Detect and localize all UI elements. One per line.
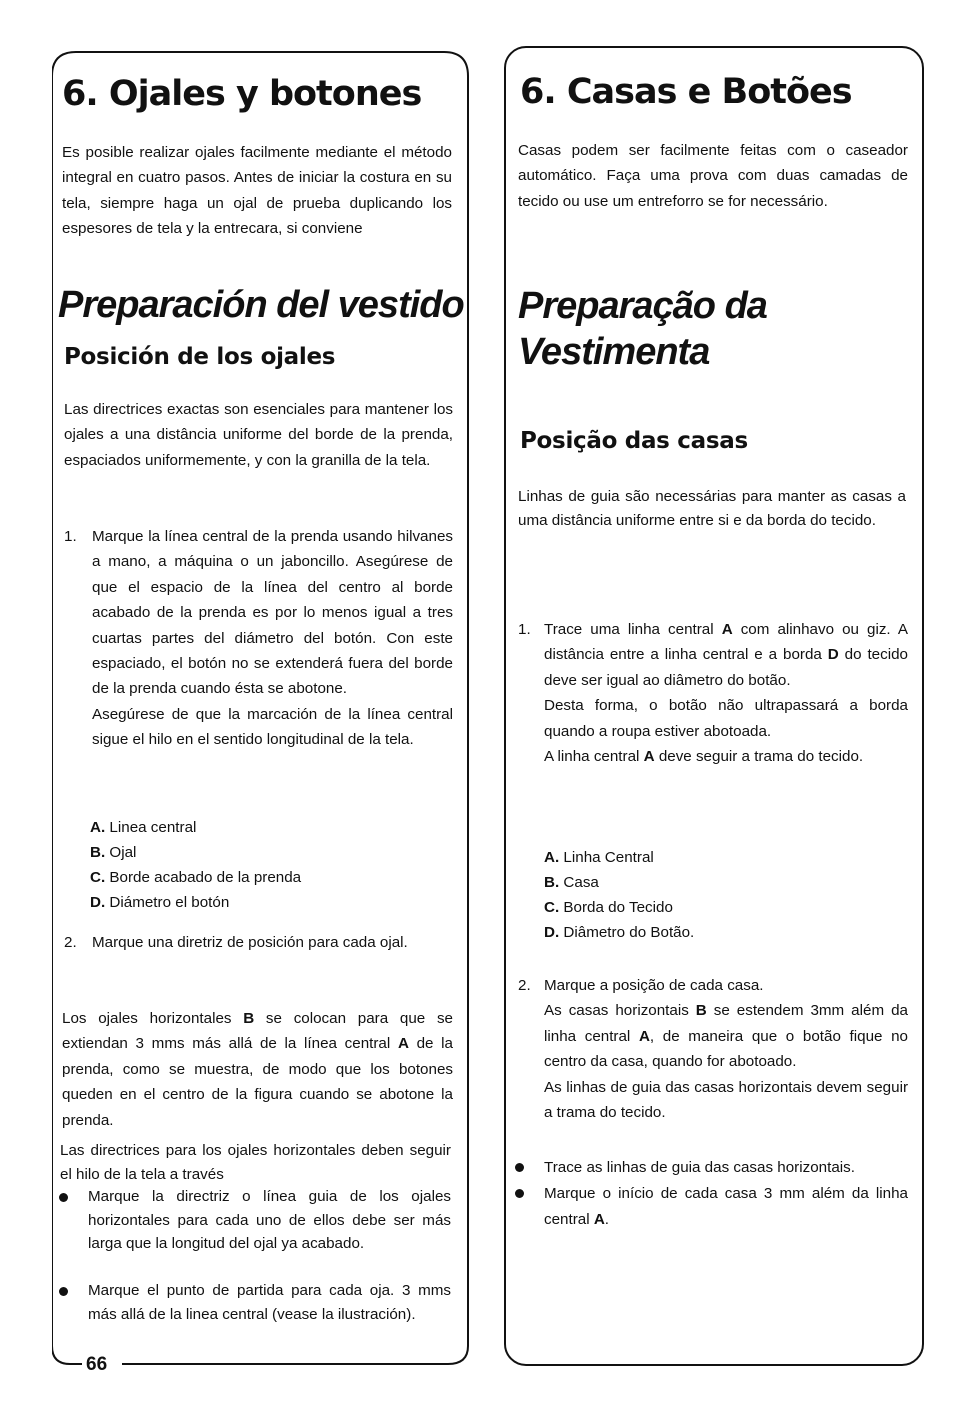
right-step-1 — [518, 617, 908, 769]
right-step-1-number: 1. — [518, 621, 531, 638]
right-section-title: Preparação da Vestimenta — [518, 285, 767, 373]
right-step-2-text-c: As linhas de guia das casas horizontais devem seguir a trama do tecido. — [544, 1078, 908, 1122]
right-bullet-1: Trace as linhas de guia das casas horizontais. — [544, 1159, 855, 1176]
left-legend-item: B. Ojal — [90, 844, 137, 861]
right-guide-paragraph: Linhas de guia são necessárias para manter as casas a uma distância uniforme entre si e da borda do tecido. — [518, 488, 906, 529]
bullet-dot-icon — [59, 1287, 68, 1296]
right-chapter-title: 6. Casas e Botões — [520, 72, 852, 112]
right-step-2-text-b: As casas horizontais B se estendem 3mm além da linha central A, de maneira que o botão fique no centro da casa, quando for abotoado. — [544, 1002, 908, 1071]
right-legend-item: B. Casa — [544, 874, 599, 891]
bullet-dot-icon — [515, 1189, 524, 1198]
left-subsection-title: Posición de los ojales — [64, 344, 336, 370]
left-legend-item: A. Linea central — [90, 819, 197, 836]
left-step-2-number: 2. — [64, 934, 77, 951]
left-chapter-title: 6. Ojales y botones — [62, 74, 422, 114]
page-number: 66 — [86, 1354, 108, 1375]
right-step-2-number: 2. — [518, 977, 531, 994]
left-horizontal-paragraph: Los ojales horizontales B se colocan para que se extiendan 3 mms más allá de la línea central A de la prenda, como se muestra, de modo que los botones queden en el centro de la figura cuando se abotone la prenda. — [62, 1010, 453, 1129]
right-legend-item: D. Diâmetro do Botão. — [544, 924, 695, 941]
left-guide-horizontal: Las directrices para los ojales horizontales deben seguir el hilo de la tela a través — [60, 1142, 451, 1183]
left-step-1-text-b: Asegúrese de que la marcación de la línea central sigue el hilo en el sentido longitudinal de la tela. — [92, 705, 453, 749]
left-section-title: Preparación del vestido — [58, 284, 464, 326]
left-legend-item: D. Diámetro el botón — [90, 894, 230, 911]
left-guide-paragraph: Las directrices exactas son esenciales para mantener los ojales a una distância uniforme del borde de la prenda, espaciados uniformemente, y con la granilla de la tela. — [64, 401, 453, 469]
right-step-2-line-1: Marque a posição de cada casa. — [544, 977, 764, 994]
left-intro-paragraph: Es posible realizar ojales facilmente mediante el método integral en cuatro pasos. Antes de iniciar la costura en su tela, siempre haga un ojal de prueba duplicando los espesores de tela y la entrecara, si conviene — [62, 144, 452, 238]
left-bullet-1: Marque la directriz o línea guia de los ojales horizontales para cada uno de ellos debe ser más larga que la longitud del ojal ya acabado. — [88, 1188, 451, 1252]
left-step-1 — [64, 524, 453, 753]
left-legend-item: C. Borde acabado de la prenda — [90, 869, 302, 886]
left-legend — [90, 815, 301, 915]
right-step-1-text-a: Trace uma linha central A com alinhavo ou giz. A distância entre a linha central e a borda D do tecido deve ser igual ao diâmetro do botão. — [544, 621, 908, 689]
left-step-1-number: 1. — [64, 528, 77, 545]
bullet-dot-icon — [515, 1163, 524, 1172]
right-subsection-title: Posição das casas — [520, 428, 748, 454]
right-step-1-text-c: A linha central A deve seguir a trama do tecido. — [544, 748, 864, 766]
right-legend-item: A. Linha Central — [544, 849, 654, 866]
right-bullet-2: Marque o início de cada casa 3 mm além da linha central A. — [544, 1185, 908, 1228]
left-step-2 — [64, 930, 453, 955]
right-intro-paragraph: Casas podem ser facilmente feitas com o caseador automático. Faça uma prova com duas camadas de tecido ou use um entreforro se for necessário. — [518, 142, 908, 210]
left-bullet-2: Marque el punto de partida para cada oja. 3 mms más allá de la linea central (vease la ilustración). — [88, 1282, 451, 1323]
left-step-1-text-a: Marque la línea central de la prenda usando hilvanes a mano, a máquina o un jaboncillo. Asegúrese de que el espacio de la línea del centro al borde acabado de la prenda es por lo menos igual a tres cuartas partes del diámetro del botón. Con este espaciado, el botón no se extenderá fuera del borde de la prenda cuando ésta se abotone. — [92, 528, 453, 698]
right-legend — [544, 845, 694, 945]
right-step-2 — [518, 973, 908, 1125]
bullet-dot-icon — [59, 1193, 68, 1202]
right-legend-item: C. Borda do Tecido — [544, 899, 673, 916]
right-step-1-text-b: Desta forma, o botão não ultrapassará a borda quando a roupa estiver abotoada. — [544, 697, 908, 740]
left-step-2-text: Marque una diretriz de posición para cada ojal. — [92, 934, 408, 951]
